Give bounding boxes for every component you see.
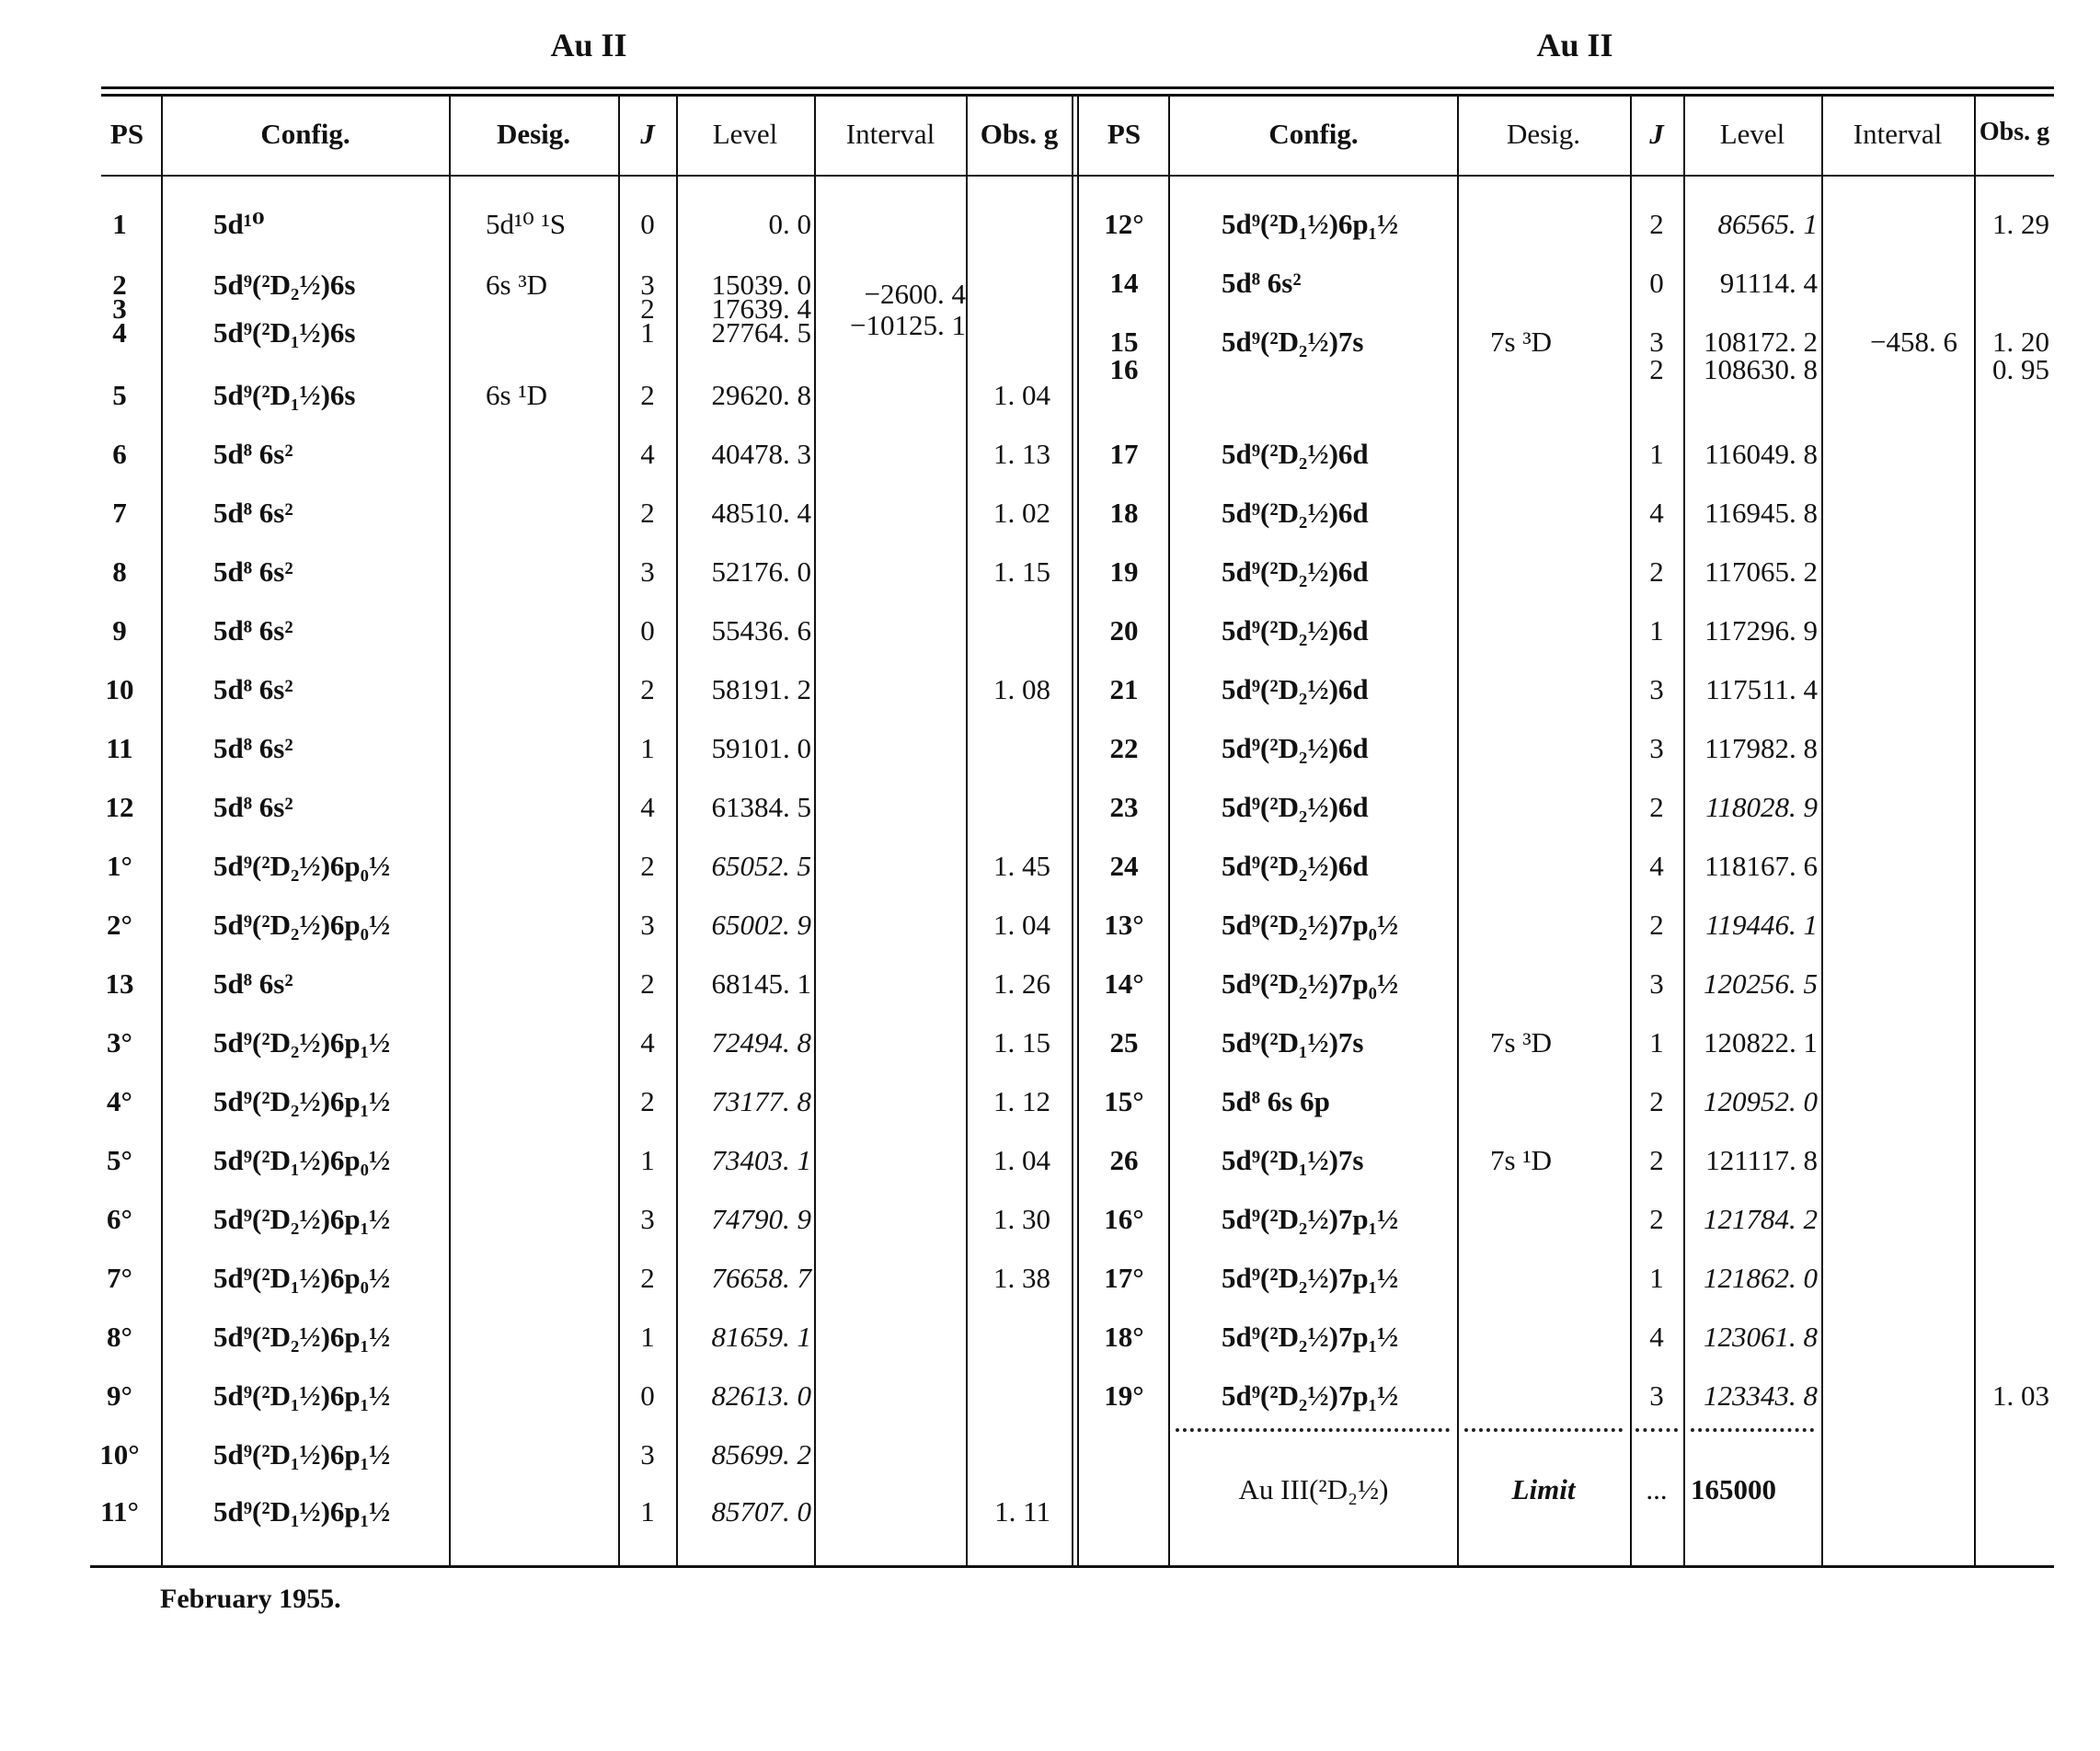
row-ps: 16	[1109, 353, 1139, 385]
row-ps: 2	[112, 269, 127, 301]
row-level: 120822. 1	[1704, 1026, 1818, 1059]
row-level: 85699. 2	[711, 1438, 811, 1471]
row-level: 82613. 0	[711, 1379, 811, 1412]
col-header-interval: Interval	[1853, 118, 1943, 150]
row-ps: 22	[1109, 732, 1139, 764]
row-level: 123061. 8	[1704, 1321, 1818, 1353]
row-level: 118167. 6	[1704, 850, 1818, 882]
row-level: 121862. 0	[1704, 1262, 1818, 1294]
row-ps: 18	[1109, 497, 1139, 529]
row-ps: 1°	[107, 850, 132, 882]
vline	[1168, 96, 1170, 1565]
row-j: 3	[1649, 1379, 1664, 1412]
row-config: 5d⁹(²D₂½)6p₀½	[213, 909, 391, 941]
row-config: 5d⁹(²D₂½)7p₀½	[1222, 967, 1399, 1000]
row-ps: 5	[112, 379, 127, 411]
row-config: 5d⁸ 6s²	[213, 497, 293, 529]
right-heading: Au II	[1536, 27, 1613, 63]
row-level: 73177. 8	[711, 1085, 811, 1117]
row-config: 5d⁹(²D₂½)7s	[1222, 326, 1364, 358]
vline	[814, 96, 816, 1565]
col-header-desig: Desig.	[496, 118, 571, 150]
row-config: 5d⁹(²D₂½)6d	[1222, 850, 1369, 882]
dotted-leader	[1464, 1428, 1623, 1432]
row-config: 5d⁹(²D₂½)7p₁½	[1222, 1379, 1399, 1412]
footer-date: February 1955.	[160, 1584, 341, 1614]
row-level: 86565. 1	[1717, 208, 1818, 240]
row-obs-g: 1. 29	[1992, 208, 2049, 240]
row-j: 2	[1649, 208, 1664, 240]
row-j: 0	[640, 208, 655, 240]
row-level: 123343. 8	[1704, 1379, 1818, 1412]
row-level: 48510. 4	[711, 497, 811, 529]
row-level: 68145. 1	[711, 967, 811, 1000]
col-header-obs-g: Obs. g	[1979, 118, 2050, 146]
row-j: 1	[640, 316, 655, 349]
row-j: 1	[1649, 1026, 1664, 1059]
row-ps: 9°	[107, 1379, 132, 1412]
row-interval: −458. 6	[1870, 326, 1957, 358]
row-j: 3	[640, 909, 655, 941]
row-ps: 8°	[107, 1321, 132, 1353]
row-level: 65052. 5	[711, 850, 811, 882]
interval-value: −2600. 4	[864, 278, 966, 310]
col-header-interval: Interval	[845, 118, 935, 150]
row-config: 5d⁸ 6s²	[213, 673, 293, 705]
dotted-leader	[1176, 1428, 1450, 1432]
col-header-level: Level	[1719, 118, 1785, 150]
row-config: 5d⁹(²D₂½)6d	[1222, 732, 1369, 764]
row-ps: 19°	[1104, 1379, 1144, 1412]
row-designation: 7s ¹D	[1490, 1144, 1552, 1176]
vline	[1821, 96, 1823, 1565]
row-designation: 6s ³D	[486, 269, 547, 301]
row-config: 5d⁸ 6s²	[213, 438, 293, 470]
row-config: 5d⁸ 6s²	[213, 732, 293, 764]
vline	[1974, 96, 1976, 1565]
row-config: 5d⁸ 6s²	[1222, 267, 1302, 299]
row-j: 3	[640, 1203, 655, 1235]
row-level: 119446. 1	[1705, 909, 1818, 941]
row-config: 5d⁹(²D₁½)6s	[213, 316, 356, 349]
row-config: 5d⁹(²D₂½)6p₁½	[213, 1203, 391, 1235]
row-j: 4	[1649, 1321, 1664, 1353]
row-level: 120256. 5	[1704, 967, 1818, 1000]
row-level: 73403. 1	[711, 1144, 811, 1176]
vline	[449, 96, 451, 1565]
row-ps: 11	[106, 732, 133, 764]
row-j: 2	[640, 1085, 655, 1117]
row-ps: 6°	[107, 1203, 132, 1235]
row-obs-g: 0. 95	[1992, 353, 2049, 385]
row-j: 2	[640, 379, 655, 411]
vline	[618, 96, 620, 1565]
row-obs-g: 1. 08	[993, 673, 1050, 705]
row-config: 5d⁸ 6s²	[213, 967, 293, 1000]
limit-config: Au III(²D₂½)	[1238, 1473, 1389, 1505]
row-level: 52176. 0	[711, 555, 811, 588]
row-j: 0	[640, 614, 655, 647]
row-obs-g: 1. 26	[993, 967, 1050, 1000]
row-config: 5d⁹(²D₂½)7p₁½	[1222, 1203, 1399, 1235]
row-j: 2	[1649, 1085, 1664, 1117]
col-header-obs-g: Obs. g	[980, 118, 1059, 150]
row-obs-g: 1. 38	[993, 1262, 1050, 1294]
row-ps: 20	[1109, 614, 1139, 647]
row-config: 5d⁹(²D₁½)6p₀½	[213, 1144, 391, 1176]
row-j: 3	[640, 269, 655, 301]
row-level: 0. 0	[768, 208, 811, 240]
row-ps: 10	[105, 673, 134, 705]
row-obs-g: 1. 15	[993, 1026, 1050, 1059]
row-level: 55436. 6	[711, 614, 811, 647]
row-j: 2	[640, 292, 655, 325]
row-ps: 14	[1109, 267, 1139, 299]
row-config: 5d⁹(²D₂½)7p₁½	[1222, 1321, 1399, 1353]
row-config: 5d⁹(²D₂½)6p₁½	[213, 1085, 391, 1117]
row-j: 2	[1649, 909, 1664, 941]
row-ps: 10°	[99, 1438, 140, 1471]
col-header-config: Config.	[260, 118, 350, 150]
row-level: 59101. 0	[711, 732, 811, 764]
row-ps: 7	[112, 497, 127, 529]
row-j: 1	[1649, 614, 1664, 647]
row-j: 4	[640, 791, 655, 823]
vline	[1077, 96, 1079, 1565]
row-config: 5d¹⁰	[213, 208, 265, 240]
row-j: 2	[1649, 791, 1664, 823]
row-ps: 14°	[1104, 967, 1144, 1000]
row-config: 5d⁹(²D₂½)6d	[1222, 791, 1369, 823]
row-j: 2	[640, 497, 655, 529]
row-ps: 23	[1109, 791, 1139, 823]
row-level: 65002. 9	[711, 909, 811, 941]
limit-j: ...	[1646, 1473, 1668, 1505]
row-ps: 24	[1109, 850, 1139, 882]
row-config: 5d⁹(²D₁½)6p₁½	[1222, 208, 1399, 240]
row-level: 17639. 4	[711, 292, 811, 325]
row-level: 121784. 2	[1704, 1203, 1818, 1235]
row-j: 2	[1649, 353, 1664, 385]
vline	[1072, 96, 1073, 1565]
row-config: 5d⁹(²D₂½)6p₁½	[213, 1321, 391, 1353]
row-ps: 2°	[107, 909, 132, 941]
row-ps: 25	[1109, 1026, 1139, 1059]
row-ps: 12°	[1104, 208, 1144, 240]
row-ps: 15	[1109, 326, 1139, 358]
row-config: 5d⁹(²D₂½)6d	[1222, 438, 1369, 470]
row-config: 5d⁸ 6s 6p	[1222, 1085, 1330, 1117]
bottom-rule	[90, 1565, 2054, 1568]
row-level: 61384. 5	[711, 791, 811, 823]
row-ps: 13°	[1104, 909, 1144, 941]
row-j: 0	[1649, 267, 1664, 299]
row-obs-g: 1. 30	[993, 1203, 1050, 1235]
row-j: 2	[640, 967, 655, 1000]
row-ps: 3°	[107, 1026, 132, 1059]
interval-value: −10125. 1	[850, 309, 966, 341]
limit-label: Limit	[1511, 1473, 1576, 1505]
row-designation: 7s ³D	[1490, 1026, 1552, 1059]
row-obs-g: 1. 20	[1992, 326, 2049, 358]
row-level: 74790. 9	[711, 1203, 811, 1235]
row-level: 117065. 2	[1704, 555, 1818, 588]
row-j: 4	[1649, 850, 1664, 882]
row-config: 5d⁹(²D₂½)7p₀½	[1222, 909, 1399, 941]
row-ps: 6	[112, 438, 127, 470]
row-level: 118028. 9	[1705, 791, 1818, 823]
row-ps: 18°	[1104, 1321, 1144, 1353]
row-ps: 11°	[100, 1495, 139, 1528]
row-j: 1	[640, 1495, 655, 1528]
row-obs-g: 1. 03	[1992, 1379, 2049, 1412]
row-obs-g: 1. 04	[993, 379, 1050, 411]
row-ps: 12	[105, 791, 134, 823]
row-config: 5d⁹(²D₂½)7p₁½	[1222, 1262, 1399, 1294]
row-j: 4	[1649, 497, 1664, 529]
row-level: 85707. 0	[711, 1495, 811, 1528]
row-level: 120952. 0	[1704, 1085, 1818, 1117]
row-designation: 6s ¹D	[486, 379, 547, 411]
col-header-level: Level	[712, 118, 778, 150]
row-designation: 5d¹⁰ ¹S	[486, 208, 567, 240]
row-level: 29620. 8	[711, 379, 811, 411]
row-level: 72494. 8	[711, 1026, 811, 1059]
row-obs-g: 1. 04	[993, 1144, 1050, 1176]
row-config: 5d⁸ 6s²	[213, 791, 293, 823]
row-ps: 8	[112, 555, 127, 588]
row-config: 5d⁹(²D₁½)7s	[1222, 1026, 1364, 1059]
row-ps: 1	[112, 208, 127, 240]
top-rule-1	[101, 86, 2054, 89]
row-j: 4	[640, 438, 655, 470]
row-j: 1	[640, 1144, 655, 1176]
row-j: 3	[1649, 967, 1664, 1000]
vline	[676, 96, 678, 1565]
row-ps: 17	[1109, 438, 1139, 470]
row-config: 5d⁹(²D₂½)6p₁½	[213, 1026, 391, 1059]
row-j: 1	[1649, 438, 1664, 470]
row-config: 5d⁹(²D₁½)6p₁½	[213, 1495, 391, 1528]
row-j: 2	[1649, 555, 1664, 588]
row-config: 5d⁸ 6s²	[213, 614, 293, 647]
row-level: 81659. 1	[711, 1321, 811, 1353]
row-j: 1	[1649, 1262, 1664, 1294]
row-config: 5d⁸ 6s²	[213, 555, 293, 588]
row-obs-g: 1. 12	[993, 1085, 1050, 1117]
row-j: 3	[1649, 673, 1664, 705]
row-ps: 15°	[1104, 1085, 1144, 1117]
row-ps: 5°	[107, 1144, 132, 1176]
row-obs-g: 1. 11	[994, 1495, 1050, 1528]
row-j: 1	[640, 1321, 655, 1353]
row-level: 117296. 9	[1704, 614, 1818, 647]
row-config: 5d⁹(²D₂½)6s	[213, 269, 356, 301]
dotted-leader	[1635, 1428, 1678, 1432]
row-level: 121117. 8	[1705, 1144, 1818, 1176]
row-level: 76658. 7	[711, 1262, 811, 1294]
row-level: 117511. 4	[1705, 673, 1818, 705]
row-j: 3	[640, 555, 655, 588]
vline	[1457, 96, 1459, 1565]
row-level: 40478. 3	[711, 438, 811, 470]
limit-level: 165000	[1691, 1473, 1776, 1505]
col-header-j: J	[1649, 118, 1664, 150]
row-obs-g: 1. 15	[993, 555, 1050, 588]
row-obs-g: 1. 04	[993, 909, 1050, 941]
col-header-desig: Desig.	[1506, 118, 1581, 150]
col-header-ps: PS	[1107, 118, 1142, 150]
row-ps: 13	[105, 967, 134, 1000]
row-designation: 7s ³D	[1490, 326, 1552, 358]
vline	[966, 96, 968, 1565]
row-config: 5d⁹(²D₁½)7s	[1222, 1144, 1364, 1176]
row-level: 27764. 5	[711, 316, 811, 349]
col-header-ps: PS	[109, 118, 144, 150]
col-header-config: Config.	[1268, 118, 1359, 150]
row-config: 5d⁹(²D₂½)6d	[1222, 497, 1369, 529]
row-j: 2	[640, 673, 655, 705]
row-level: 116945. 8	[1704, 497, 1818, 529]
row-config: 5d⁹(²D₂½)6d	[1222, 555, 1369, 588]
left-heading: Au II	[550, 27, 627, 63]
row-level: 91114. 4	[1719, 267, 1818, 299]
row-j: 1	[640, 732, 655, 764]
row-j: 3	[1649, 326, 1664, 358]
row-obs-g: 1. 13	[993, 438, 1050, 470]
row-j: 2	[1649, 1203, 1664, 1235]
vline	[161, 96, 163, 1565]
row-ps: 19	[1109, 555, 1139, 588]
row-level: 15039. 0	[711, 269, 811, 301]
row-j: 2	[1649, 1144, 1664, 1176]
row-ps: 16°	[1104, 1203, 1144, 1235]
row-j: 2	[640, 1262, 655, 1294]
row-ps: 4°	[107, 1085, 132, 1117]
row-ps: 26	[1109, 1144, 1139, 1176]
row-config: 5d⁹(²D₂½)6d	[1222, 673, 1369, 705]
row-ps: 17°	[1104, 1262, 1144, 1294]
row-config: 5d⁹(²D₁½)6p₁½	[213, 1438, 391, 1471]
row-j: 0	[640, 1379, 655, 1412]
row-j: 2	[640, 850, 655, 882]
vline	[1630, 96, 1632, 1565]
row-level: 117982. 8	[1704, 732, 1818, 764]
row-config: 5d⁹(²D₁½)6s	[213, 379, 356, 411]
row-ps: 4	[112, 316, 127, 349]
row-config: 5d⁹(²D₁½)6p₁½	[213, 1379, 391, 1412]
row-level: 108172. 2	[1704, 326, 1818, 358]
dotted-leader	[1691, 1428, 1814, 1432]
row-level: 116049. 8	[1704, 438, 1818, 470]
row-ps: 9	[112, 614, 127, 647]
row-obs-g: 1. 02	[993, 497, 1050, 529]
vline	[1683, 96, 1685, 1565]
row-j: 3	[640, 1438, 655, 1471]
row-ps: 21	[1109, 673, 1139, 705]
row-level: 108630. 8	[1704, 353, 1818, 385]
row-ps: 7°	[107, 1262, 132, 1294]
row-obs-g: 1. 45	[993, 850, 1050, 882]
row-config: 5d⁹(²D₁½)6p₀½	[213, 1262, 391, 1294]
row-j: 3	[1649, 732, 1664, 764]
row-j: 4	[640, 1026, 655, 1059]
col-header-j: J	[640, 118, 655, 150]
row-config: 5d⁹(²D₂½)6d	[1222, 614, 1369, 647]
row-level: 58191. 2	[711, 673, 811, 705]
row-ps: 3	[112, 292, 127, 325]
row-config: 5d⁹(²D₂½)6p₀½	[213, 850, 391, 882]
